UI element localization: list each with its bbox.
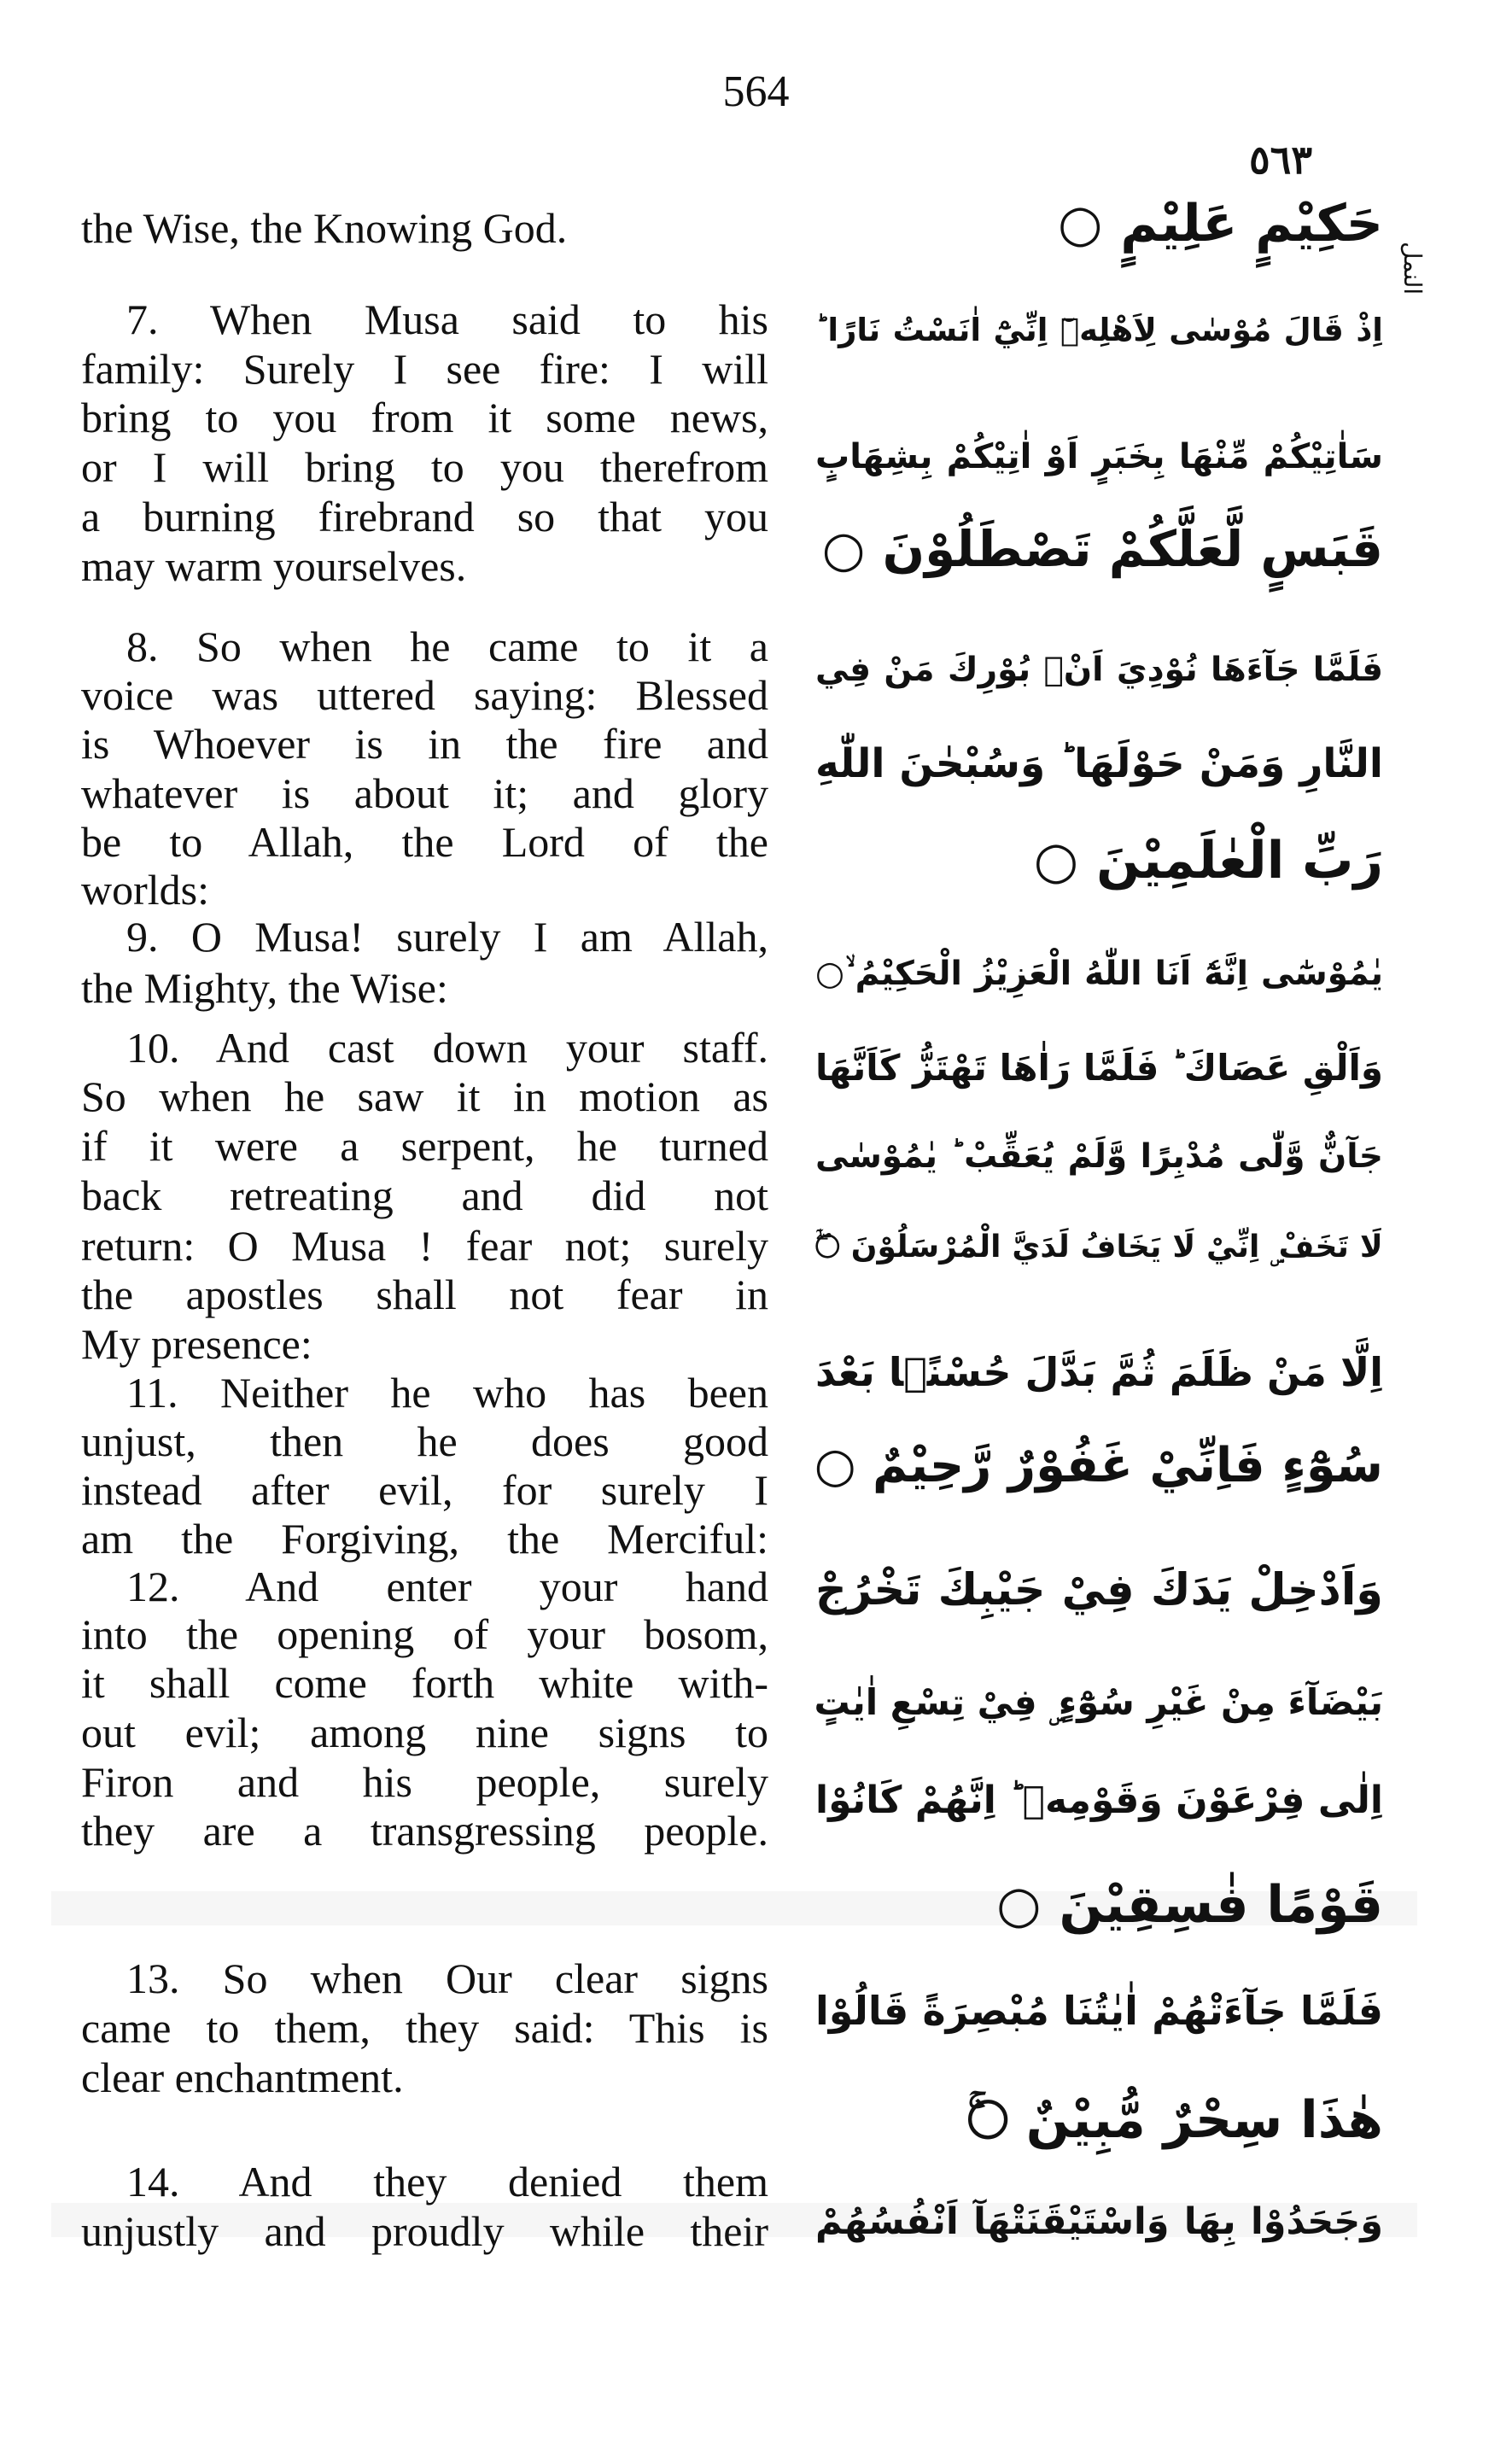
page-number: 564: [722, 67, 790, 116]
english-line: whatever is about it; and glory: [81, 769, 768, 817]
english-line: came to them, they said: This is: [81, 2004, 768, 2052]
english-line: unjustly and proudly while their: [81, 2207, 768, 2255]
arabic-line: اِذْ قَالَ مُوْسٰى لِاَهْلِهٖٓ اِنِّيْٓ اٰنَسْتُ نَارًا ؕ: [815, 312, 1383, 348]
english-line: it shall come forth white with-: [81, 1659, 768, 1707]
english-line: voice was uttered saying: Blessed: [81, 671, 768, 719]
english-line: am the Forgiving, the Merciful:: [81, 1515, 768, 1563]
arabic-line: سَاٰتِيْكُمْ مِّنْهَا بِخَبَرٍ اَوْ اٰتِيْكُمْ بِشِهَابٍ: [815, 437, 1383, 476]
english-line: out evil; among nine signs to: [81, 1709, 768, 1756]
english-line: instead after evil, for surely I: [81, 1466, 768, 1514]
arabic-line: النَّارِ وَمَنْ حَوْلَهَا ؕ وَسُبْحٰنَ اللّٰهِ: [815, 740, 1383, 787]
english-line: return: O Musa ! fear not; surely: [81, 1222, 768, 1270]
english-line: if it were a serpent, he turned: [81, 1122, 768, 1170]
arabic-line: هٰذَا سِحْرٌ مُّبِيْنٌ ○ۚ: [967, 2090, 1383, 2150]
english-line: 12. And enter your hand: [126, 1563, 768, 1610]
english-line: clear enchantment.: [81, 2054, 404, 2101]
english-line: 14. And they denied them: [126, 2158, 768, 2205]
english-line: 9. O Musa! surely I am Allah,: [126, 913, 768, 961]
arabic-line: رَبِّ الْعٰلَمِيْنَ ○: [1033, 831, 1383, 891]
english-line: So when he saw it in motion as: [81, 1072, 768, 1120]
english-line: the apostles shall not fear in: [81, 1271, 768, 1318]
english-line: into the opening of your bosom,: [81, 1610, 768, 1658]
arabic-line: حَكِيْمٍ عَلِيْمٍ ○: [1058, 194, 1383, 254]
english-line: the Wise, the Knowing God.: [81, 204, 568, 252]
english-line: bring to you from it some news,: [81, 394, 768, 441]
english-line: the Mighty, the Wise:: [81, 964, 448, 1012]
english-line: 7. When Musa said to his: [126, 295, 768, 343]
arabic-line: وَاَدْخِلْ يَدَكَ فِيْ جَيْبِكَ تَخْرُجْ: [815, 1565, 1383, 1615]
arabic-line: بَيْضَآءَ مِنْ غَيْرِ سُوْٓءٍ ۣ فِيْ تِسْعِ اٰيٰتٍ: [814, 1681, 1383, 1723]
arabic-line: جَآنٌّ وَّلّٰى مُدْبِرًا وَّلَمْ يُعَقِّبْ ؕ يٰمُوْسٰى: [815, 1137, 1383, 1176]
english-line: Firon and his people, surely: [81, 1758, 768, 1806]
arabic-line: وَجَحَدُوْا بِهَا وَاسْتَيْقَنَتْهَآ اَنْفُسُهُمْ: [815, 2200, 1383, 2243]
arabic-line: اِلٰى فِرْعَوْنَ وَقَوْمِهٖ ؕ اِنَّهُمْ كَانُوْا: [815, 1779, 1383, 1822]
sura-marginal-label: النمل: [1398, 241, 1425, 295]
english-line: may warm yourselves.: [81, 542, 467, 590]
arabic-line: سُوْٓءٍ فَاِنِّيْ غَفُوْرٌ رَّحِيْمٌ ○: [814, 1438, 1383, 1493]
english-line: 11. Neither he who has been: [126, 1369, 768, 1417]
english-line: unjust, then he does good: [81, 1417, 768, 1465]
arabic-line: قَوْمًا فٰسِقِيْنَ ○: [996, 1875, 1383, 1935]
english-line: a burning firebrand so that you: [81, 493, 768, 540]
english-line: 13. So when Our clear signs: [126, 1954, 768, 2002]
english-line: or I will bring to you therefrom: [81, 443, 768, 491]
english-line: back retreating and did not: [81, 1171, 768, 1219]
arabic-line: فَلَمَّا جَآءَتْهُمْ اٰيٰتُنَا مُبْصِرَةً قَالُوْا: [815, 1988, 1383, 2034]
english-line: family: Surely I see fire: I will: [81, 345, 768, 393]
english-line: 8. So when he came to it a: [126, 622, 768, 670]
english-line: be to Allah, the Lord of the: [81, 818, 768, 866]
arabic-line: قَبَسٍ لَّعَلَّكُمْ تَصْطَلُوْنَ ○: [821, 520, 1383, 578]
english-line: is Whoever is in the fire and: [81, 720, 768, 768]
arabic-line: لَا تَخَفْ ۣ اِنِّيْ لَا يَخَافُ لَدَيَّ الْمُرْسَلُوْنَ ○ۤۖ: [815, 1230, 1383, 1265]
arabic-page-number: ٥٦٣: [1248, 138, 1313, 182]
arabic-line: فَلَمَّا جَآءَهَا نُوْدِيَ اَنْۢ بُوْرِكَ مَنْ فِي: [815, 651, 1383, 689]
arabic-line: وَاَلْقِ عَصَاكَ ؕ فَلَمَّا رَاٰهَا تَهْتَزُّ كَاَنَّهَا: [815, 1047, 1383, 1089]
english-line: they are a transgressing people.: [81, 1807, 768, 1855]
arabic-line: اِلَّا مَنْ ظَلَمَ ثُمَّ بَدَّلَ حُسْنًۢا بَعْدَ: [815, 1349, 1383, 1395]
english-line: worlds:: [81, 866, 209, 914]
arabic-line: يٰمُوْسٰٓى اِنَّهٗٓ اَنَا اللّٰهُ الْعَزِيْزُ الْحَكِيْمُ ۙ○: [815, 955, 1383, 993]
english-line: My presence:: [81, 1320, 312, 1368]
english-line: 10. And cast down your staff.: [126, 1024, 768, 1072]
